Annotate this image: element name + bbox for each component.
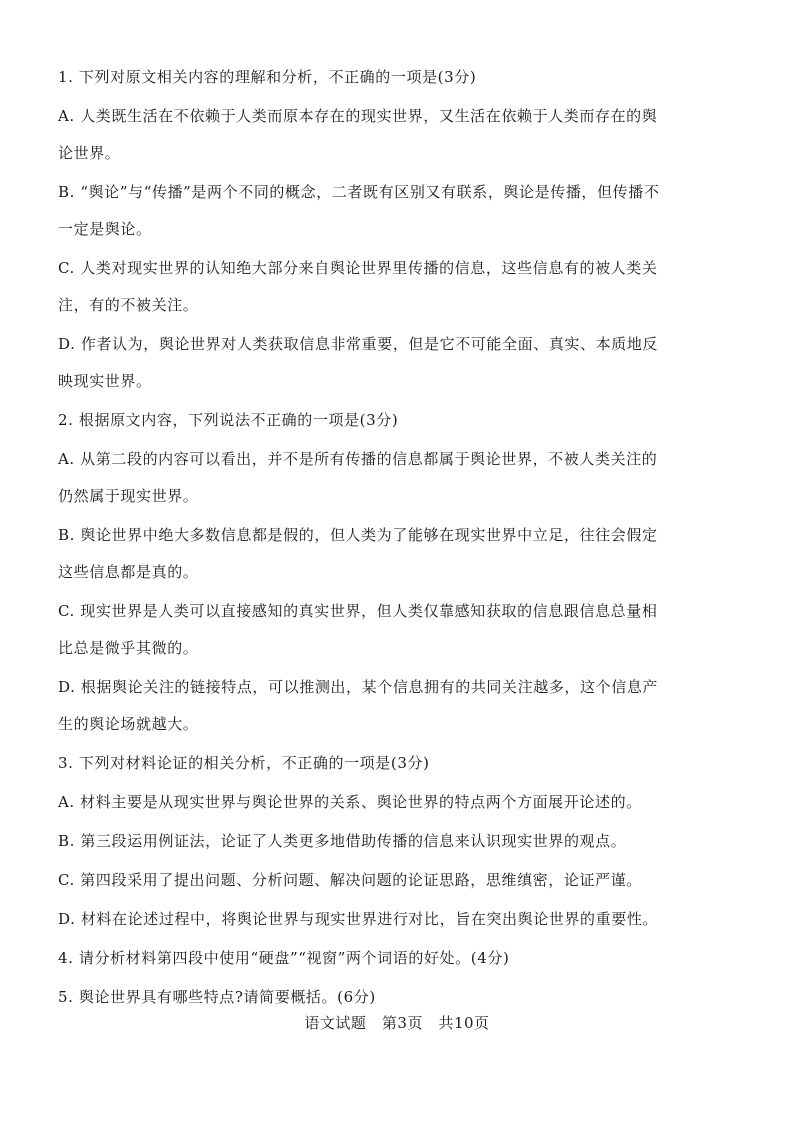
question-1-option-b: B. “舆论”与“传播”是两个不同的概念，二者既有区别又有联系，舆论是传播，但传播不 xyxy=(58,183,660,201)
question-1-option-d-cont: 映现实世界。 xyxy=(58,372,152,390)
question-1-option-a-cont: 论世界。 xyxy=(58,144,121,162)
question-2-option-c-cont: 比总是微乎其微的。 xyxy=(58,639,199,657)
question-1-option-a: A. 人类既生活在不依赖于人类而原本存在的现实世界，又生活在依赖于人类而存在的舆 xyxy=(58,107,658,125)
question-2-option-d: D. 根据舆论关注的链接特点，可以推测出，某个信息拥有的共同关注越多，这个信息产 xyxy=(58,678,659,696)
question-2-option-a: A. 从第二段的内容可以看出，并不是所有传播的信息都属于舆论世界，不被人类关注的 xyxy=(58,450,658,468)
question-2-option-b: B. 舆论世界中绝大多数信息都是假的，但人类为了能够在现实世界中立足，往往会假定 xyxy=(58,526,658,544)
exam-page-content xyxy=(58,66,738,1008)
question-1-option-c: C. 人类对现实世界的认知绝大部分来自舆论世界里传播的信息，这些信息有的被人类关 xyxy=(58,259,658,277)
question-1-option-d: D. 作者认为，舆论世界对人类获取信息非常重要，但是它不可能全面、真实、本质地反 xyxy=(58,335,659,353)
question-3-option-c: C. 第四段采用了提出问题、分析问题、解决问题的论证思路，思维缜密，论证严谨。 xyxy=(58,871,642,889)
question-2-stem: 2. 根据原文内容，下列说法不正确的一项是(3分) xyxy=(58,411,399,429)
question-3-option-a: A. 材料主要是从现实世界与舆论世界的关系、舆论世界的特点两个方面展开论述的。 xyxy=(58,793,642,811)
question-2-option-b-cont: 这些信息都是真的。 xyxy=(58,563,199,581)
question-2-option-a-cont: 仍然属于现实世界。 xyxy=(58,487,199,505)
question-3-option-d: D. 材料在论述过程中，将舆论世界与现实世界进行对比，旨在突出舆论世界的重要性。 xyxy=(58,910,659,928)
question-1-stem: 1. 下列对原文相关内容的理解和分析，不正确的一项是(3分) xyxy=(58,68,477,86)
question-1-option-c-cont: 注，有的不被关注。 xyxy=(58,296,199,314)
question-2-option-d-cont: 生的舆论场就越大。 xyxy=(58,715,199,733)
question-3-stem: 3. 下列对材料论证的相关分析，不正确的一项是(3分) xyxy=(58,754,430,772)
page-footer: 语文试题 第3页 共10页 xyxy=(304,1014,490,1032)
question-5-stem: 5. 舆论世界具有哪些特点?请简要概括。(6分) xyxy=(58,988,376,1006)
question-1-option-b-cont: 一定是舆论。 xyxy=(58,220,152,238)
question-3-option-b: B. 第三段运用例证法，论证了人类更多地借助传播的信息来认识现实世界的观点。 xyxy=(58,832,627,850)
question-2-option-c: C. 现实世界是人类可以直接感知的真实世界，但人类仅靠感知获取的信息跟信息总量相 xyxy=(58,602,658,620)
question-4-stem: 4. 请分析材料第四段中使用“硬盘”“视窗”两个词语的好处。(4分) xyxy=(58,949,510,967)
